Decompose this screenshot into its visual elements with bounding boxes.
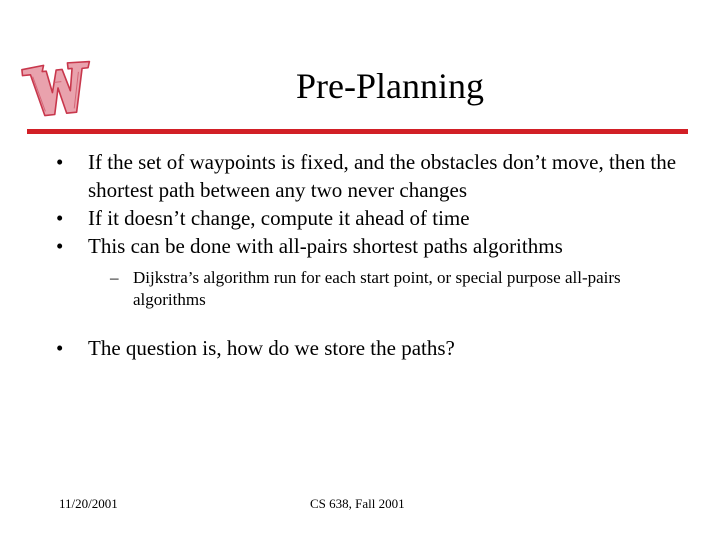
bullet-text: If it doesn’t change, compute it ahead of time (88, 206, 470, 230)
footer-date: 11/20/2001 (59, 496, 118, 511)
bullet-marker: • (56, 234, 64, 258)
bullet-text: If the set of waypoints is fixed, and the obstacles don’t move, then the shortest path between any two never changes (88, 150, 677, 202)
spacer (56, 311, 696, 334)
bullet-item (56, 148, 696, 204)
title-underline (27, 129, 688, 134)
bullet-text: This can be done with all-pairs shortest paths algorithms (88, 234, 563, 258)
bullet-marker: • (56, 336, 64, 360)
footer-course: CS 638, Fall 2001 (310, 496, 405, 511)
wisconsin-w-logo (18, 52, 98, 124)
bullet-item (56, 334, 696, 362)
bullet-text: The question is, how do we store the paths? (88, 336, 455, 360)
bullet-item (56, 232, 696, 260)
sub-bullet-marker: – (110, 268, 119, 287)
sub-bullet-item (110, 267, 663, 311)
sub-bullet-text: Dijkstra’s algorithm run for each start point, or special purpose all-pairs algorithms (133, 268, 621, 309)
bullet-item (56, 204, 696, 232)
slide-title: Pre-Planning (296, 66, 484, 106)
bullet-marker: • (56, 206, 64, 230)
bullet-marker: • (56, 150, 64, 174)
slide-body (56, 148, 696, 362)
